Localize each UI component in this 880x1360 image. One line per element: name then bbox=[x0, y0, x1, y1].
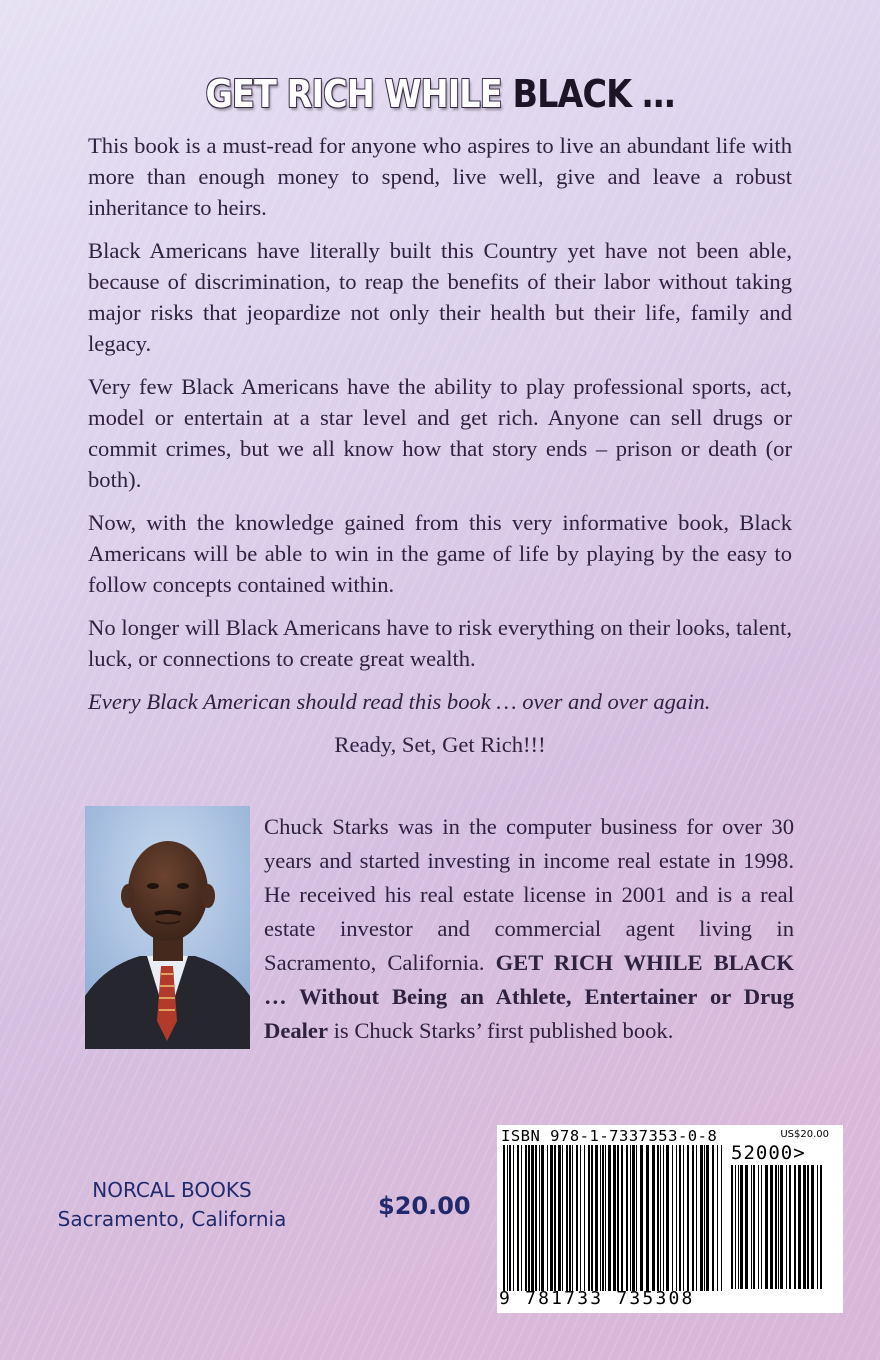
barcode-bar bbox=[636, 1145, 637, 1291]
barcode-bar bbox=[738, 1165, 739, 1289]
barcode-bar bbox=[562, 1145, 563, 1291]
barcode-bar bbox=[740, 1165, 743, 1289]
barcode-bar bbox=[731, 1165, 733, 1289]
barcode-bar bbox=[700, 1145, 703, 1291]
barcode-bar bbox=[547, 1145, 548, 1291]
barcode-bar bbox=[735, 1165, 736, 1289]
barcode-bar bbox=[531, 1145, 534, 1291]
barcode-bar bbox=[632, 1145, 635, 1291]
barcode-bar bbox=[605, 1145, 606, 1291]
publisher-name: NORCAL BOOKS bbox=[92, 1178, 252, 1202]
barcode-bar bbox=[761, 1165, 762, 1289]
barcode-bar bbox=[803, 1165, 806, 1289]
barcode-bar bbox=[721, 1145, 722, 1291]
barcode-bar bbox=[626, 1145, 628, 1291]
barcode-bar bbox=[630, 1145, 631, 1291]
barcode-bar bbox=[569, 1145, 571, 1291]
barcode-ean-number: 9 781733 735308 bbox=[499, 1288, 695, 1309]
barcode-bar bbox=[660, 1145, 661, 1291]
endorsement-line: Every Black American should read this book … over and over again. bbox=[88, 689, 711, 714]
isbn-barcode bbox=[497, 1125, 843, 1313]
author-bio bbox=[264, 810, 794, 1048]
barcode-bar bbox=[753, 1165, 755, 1289]
description-paragraph-4: Now, with the knowledge gained from this very informative book, Black Americans will be able to win in the game of life by playing by the easy to follow concepts contained within. bbox=[88, 510, 792, 597]
barcode-bar bbox=[588, 1145, 590, 1291]
barcode-bar bbox=[712, 1145, 714, 1291]
bio-outro: is Chuck Starks’ first published book. bbox=[327, 1018, 674, 1043]
barcode-bar bbox=[572, 1145, 573, 1291]
description-paragraph-1: This book is a must-read for anyone who aspires to live an abundant life with more than enough money to spend, live well, give and leave a robust inheritance to heirs. bbox=[88, 133, 792, 220]
tagline: Ready, Set, Get Rich!!! bbox=[334, 732, 546, 757]
barcode-bar bbox=[646, 1145, 649, 1291]
title-part-light: GET RICH WHILE bbox=[205, 72, 502, 116]
barcode-bar bbox=[817, 1165, 818, 1289]
barcode-bar bbox=[679, 1145, 681, 1291]
barcode-bar bbox=[778, 1165, 779, 1289]
barcode-bar bbox=[600, 1145, 601, 1291]
barcode-bar bbox=[509, 1145, 511, 1291]
barcode-bar bbox=[794, 1165, 796, 1289]
barcode-bar bbox=[617, 1145, 619, 1291]
barcode-bar bbox=[507, 1145, 508, 1291]
barcode-bar bbox=[602, 1145, 604, 1291]
barcode-bar bbox=[663, 1145, 664, 1291]
barcode-bar bbox=[558, 1145, 561, 1291]
barcode-bar bbox=[528, 1145, 530, 1291]
description-paragraph-3: Very few Black Americans have the ability to play professional sports, act, model or entertain at a star level and get rich. Anyone can sell drugs or commit crimes, but we all know how that story ends – prison or death (or both). bbox=[88, 374, 792, 492]
author-photo bbox=[85, 806, 250, 1049]
barcode-bar bbox=[775, 1165, 777, 1289]
description-block bbox=[88, 130, 792, 772]
isbn-label: ISBN 978-1-7337353-0-8 bbox=[501, 1127, 718, 1145]
book-title-heading bbox=[53, 70, 827, 118]
barcode-bar bbox=[576, 1145, 578, 1291]
barcode-bar bbox=[751, 1165, 752, 1289]
barcode-bar bbox=[676, 1145, 677, 1291]
description-paragraph-2: Black Americans have literally built this Country yet have not been able, because of discrimination, to reap the benefits of their labor without taking major risks that jeopardize not only their health but their life, family and legacy. bbox=[88, 238, 792, 356]
barcode-bar bbox=[554, 1145, 556, 1291]
barcode-bar bbox=[687, 1145, 689, 1291]
barcode-bar bbox=[503, 1145, 505, 1291]
barcode-bar bbox=[525, 1145, 527, 1291]
barcode-bar bbox=[758, 1165, 759, 1289]
barcode-bar bbox=[517, 1145, 519, 1291]
barcode-bar bbox=[521, 1145, 522, 1291]
barcode-bar bbox=[652, 1145, 655, 1291]
barcode-bar bbox=[550, 1145, 553, 1291]
barcode-bar bbox=[780, 1165, 783, 1289]
barcode-bar bbox=[621, 1145, 623, 1291]
barcode-bar bbox=[672, 1145, 673, 1291]
barcode-bar bbox=[580, 1145, 581, 1291]
bio-intro: Chuck Starks was in the computer business for over 30 years and started investing in income real estate in 1998. He received his real estate license in 2001 and is a real estate investor and commercial agent living in Sacramento, California. bbox=[264, 814, 794, 975]
barcode-us-price: US$20.00 bbox=[780, 1129, 829, 1140]
barcode-bar bbox=[584, 1145, 585, 1291]
barcode-bar bbox=[765, 1165, 768, 1289]
barcode-bar bbox=[513, 1145, 514, 1291]
barcode-bar bbox=[770, 1165, 773, 1289]
barcode-bar bbox=[706, 1145, 709, 1291]
publisher-location: Sacramento, California bbox=[57, 1207, 287, 1231]
barcode-bar bbox=[591, 1145, 593, 1291]
barcode-bar bbox=[535, 1145, 537, 1291]
barcode-bar bbox=[566, 1145, 568, 1291]
barcode-bar bbox=[613, 1145, 616, 1291]
barcode-bar bbox=[696, 1145, 697, 1291]
barcode-bar bbox=[798, 1165, 801, 1289]
bio-book-title: GET RICH WHILE BLACK … Without Being an Athlete, Entertainer or Drug Dealer bbox=[264, 950, 794, 1043]
barcode-bar bbox=[657, 1145, 659, 1291]
ean-barcode-bars-icon bbox=[503, 1145, 725, 1291]
barcode-bar bbox=[704, 1145, 705, 1291]
barcode-bar bbox=[745, 1165, 748, 1289]
addon-barcode-bars-icon bbox=[731, 1165, 827, 1289]
barcode-bar bbox=[692, 1145, 694, 1291]
barcode-bar bbox=[786, 1165, 787, 1289]
barcode-bar bbox=[683, 1145, 684, 1291]
barcode-bar bbox=[666, 1145, 669, 1291]
barcode-bar bbox=[539, 1145, 540, 1291]
barcode-bar bbox=[608, 1145, 611, 1291]
barcode-bar bbox=[717, 1145, 718, 1291]
barcode-bar bbox=[789, 1165, 791, 1289]
barcode-bar bbox=[811, 1165, 814, 1289]
barcode-bar bbox=[807, 1165, 809, 1289]
author-portrait-icon bbox=[85, 806, 250, 1049]
title-part-dark: BLACK … bbox=[512, 72, 675, 116]
barcode-bar bbox=[640, 1145, 643, 1291]
barcode-bar bbox=[541, 1145, 544, 1291]
barcode-bar bbox=[820, 1165, 822, 1289]
price-label: $20.00 bbox=[378, 1192, 471, 1220]
publisher-block bbox=[52, 1176, 292, 1234]
barcode-bar bbox=[595, 1145, 598, 1291]
barcode-addon-number: 52000> bbox=[731, 1142, 806, 1164]
description-paragraph-5: No longer will Black Americans have to risk everything on their looks, talent, luck, or connections to create great wealth. bbox=[88, 615, 792, 671]
